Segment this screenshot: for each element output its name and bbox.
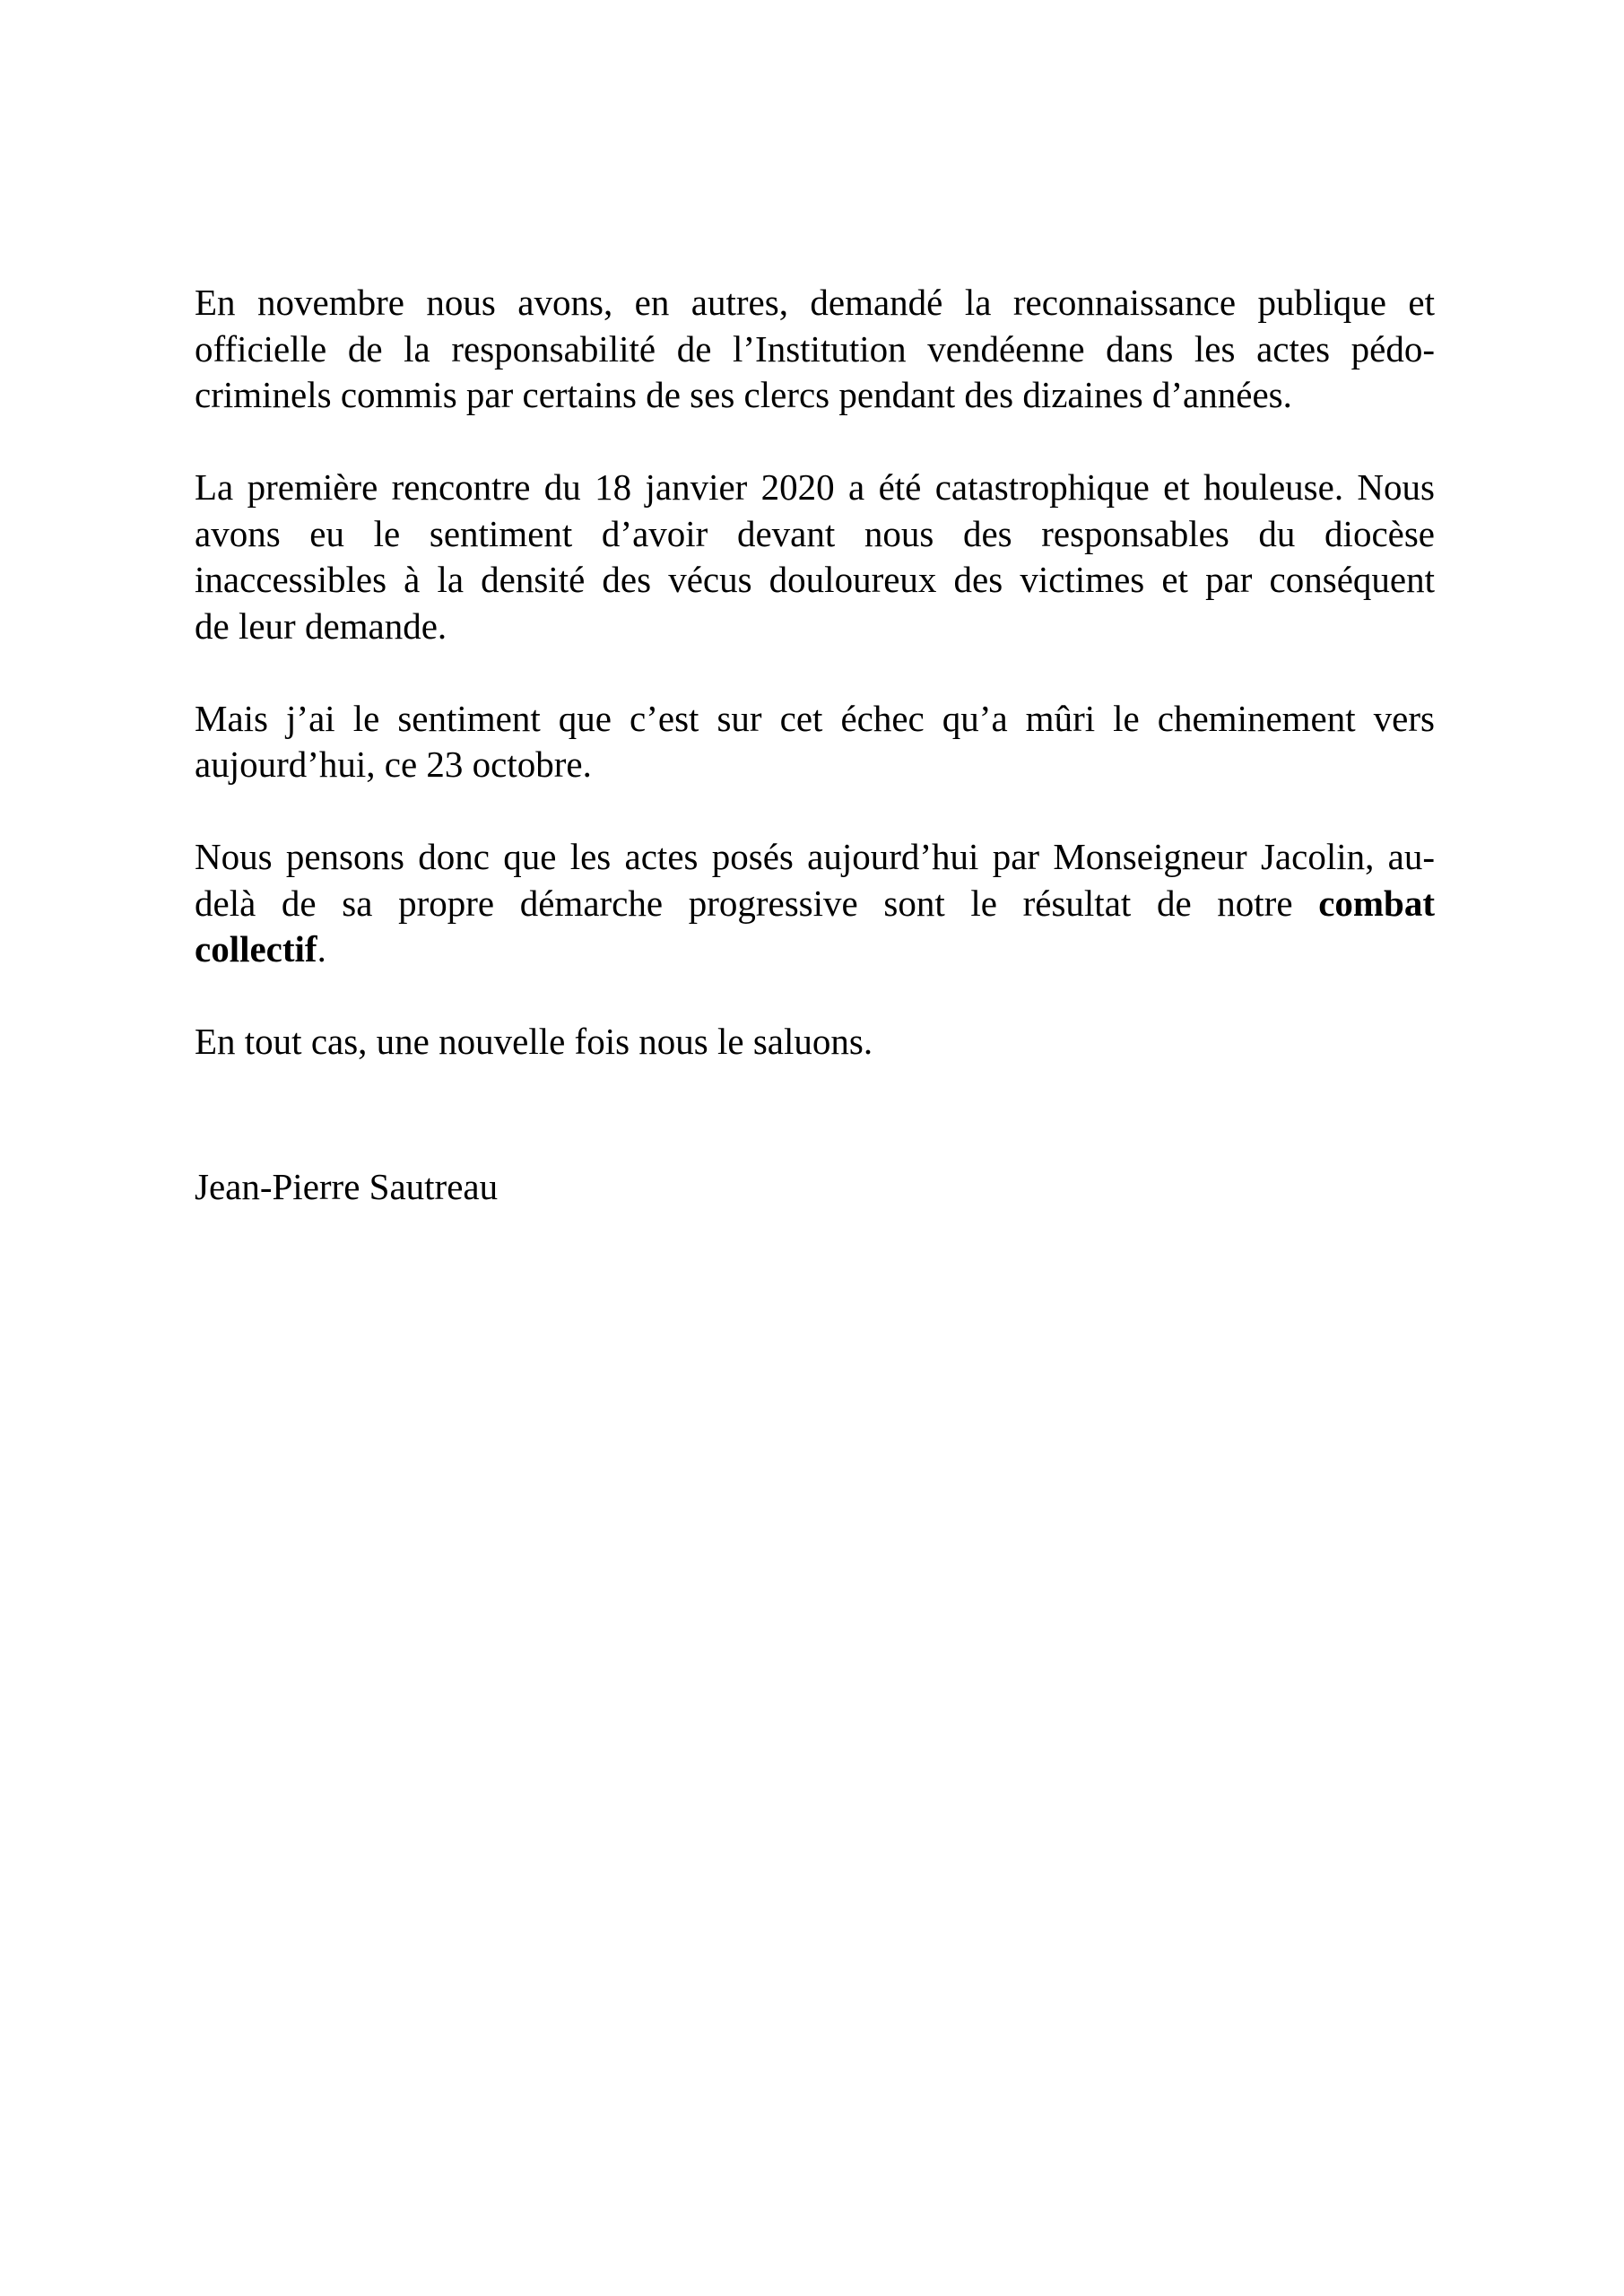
paragraph-5 bbox=[195, 1019, 1435, 1065]
text-line: criminels commis par certains de ses clercs pendant des dizaines d’années. bbox=[195, 374, 1292, 415]
text-line: En tout cas, une nouvelle fois nous le saluons. bbox=[195, 1021, 873, 1062]
text-line: officielle de la responsabilité de l’Institution vendéenne dans les actes pédo- bbox=[195, 327, 1435, 370]
text-line: aujourd’hui, ce 23 octobre. bbox=[195, 744, 592, 785]
text-line: inaccessibles à la densité des vécus douloureux des victimes et par conséquent bbox=[195, 559, 1435, 600]
bold-phrase: combat bbox=[1318, 882, 1435, 924]
letter-body bbox=[195, 280, 1435, 1065]
paragraph-4 bbox=[195, 834, 1435, 973]
paragraph-3 bbox=[195, 696, 1435, 788]
text-fragment: delà de sa propre démarche progressive sont le résultat de notre bbox=[195, 882, 1293, 924]
text-line: Nous pensons donc que les actes posés aujourd’hui par Monseigneur Jacolin, au- bbox=[195, 836, 1435, 877]
bold-phrase: collectif bbox=[195, 928, 317, 970]
text-line: En novembre nous avons, en autres, demandé la reconnaissance publique et bbox=[195, 282, 1435, 323]
text-line: avons eu le sentiment d’avoir devant nous des responsables du diocèse bbox=[195, 512, 1435, 554]
text-line: de leur demande. bbox=[195, 604, 447, 647]
signature-name: Jean-Pierre Sautreau bbox=[195, 1166, 499, 1207]
text-line: La première rencontre du 18 janvier 2020 a été catastrophique et houleuse. Nous bbox=[195, 466, 1435, 508]
text-line bbox=[195, 881, 1435, 927]
text-line bbox=[195, 926, 1435, 973]
paragraph-1 bbox=[195, 280, 1435, 419]
text-line: Mais j’ai le sentiment que c’est sur cet échec qu’a mûri le cheminement vers bbox=[195, 697, 1435, 739]
punctuation: . bbox=[317, 928, 326, 970]
paragraph-2 bbox=[195, 465, 1435, 649]
